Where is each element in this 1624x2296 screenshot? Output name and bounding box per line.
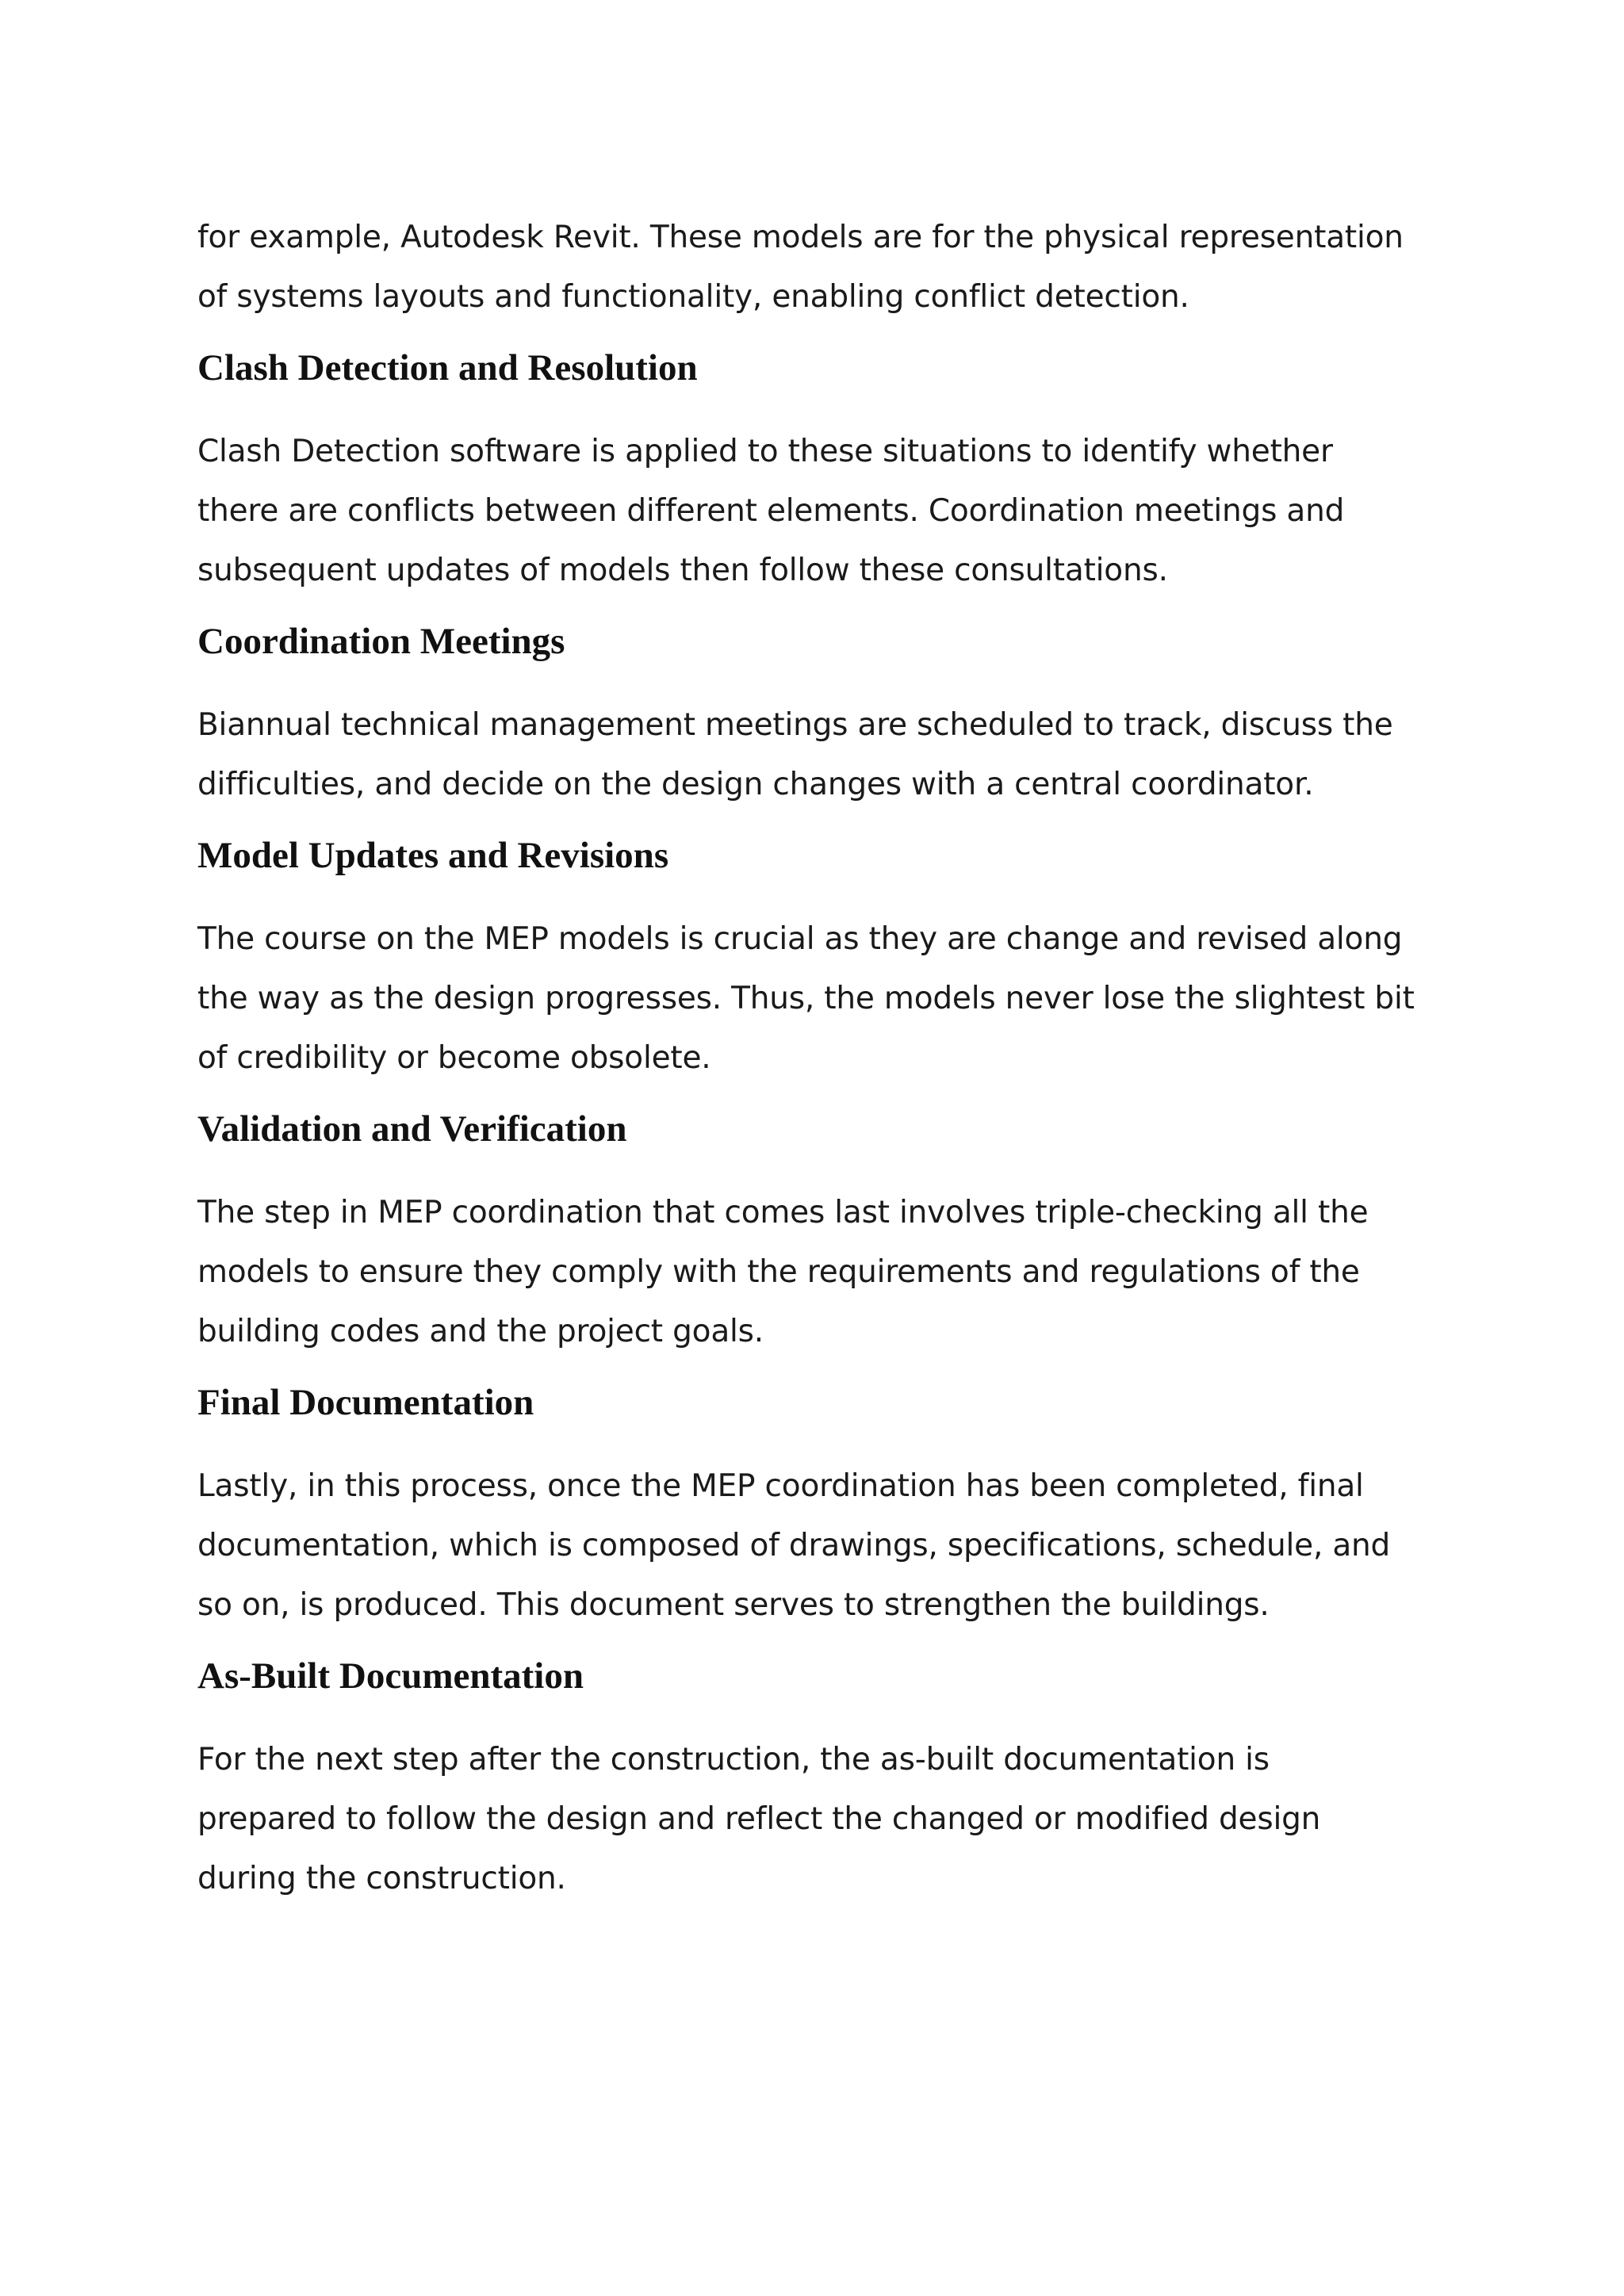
section-body-coordination-meetings: Biannual technical management meetings are scheduled to track, discuss the difficulties, and decide on the design changes with a central coordinator.	[197, 707, 1393, 802]
document-content	[197, 208, 1450, 1908]
section-heading-validation: Validation and Verification	[197, 1108, 627, 1150]
section-heading-coordination-meetings: Coordination Meetings	[197, 621, 565, 662]
intro-paragraph: for example, Autodesk Revit. These models are for the physical representation of systems layouts and functionality, enabling conflict detection.	[197, 220, 1404, 315]
section-body-validation: The step in MEP coordination that comes last involves triple-checking all the models to ensure they comply with the requirements and regulations of the building codes and the project goals.	[197, 1195, 1369, 1349]
section-heading-model-updates: Model Updates and Revisions	[197, 835, 669, 876]
section-body-clash-detection: Clash Detection software is applied to these situations to identify whether there are conflicts between different elements. Coordination meetings and subsequent updates of models then follow these consultations.	[197, 434, 1345, 588]
section-heading-final-documentation: Final Documentation	[197, 1382, 534, 1423]
section-heading-as-built: As-Built Documentation	[197, 1655, 584, 1697]
section-body-model-updates: The course on the MEP models is crucial as they are change and revised along the way as the design progresses. Thus, the models never lose the slightest bit of credibility or become obsolete.	[197, 921, 1415, 1076]
section-body-as-built: For the next step after the construction, the as-built documentation is prepared to follow the design and reflect the changed or modified design during the construction.	[197, 1742, 1321, 1896]
section-body-final-documentation: Lastly, in this process, once the MEP coordination has been completed, final documentation, which is composed of drawings, specifications, schedule, and so on, is produced. This document serves to strengthen the buildings.	[197, 1468, 1391, 1623]
section-heading-clash-detection: Clash Detection and Resolution	[197, 347, 698, 388]
